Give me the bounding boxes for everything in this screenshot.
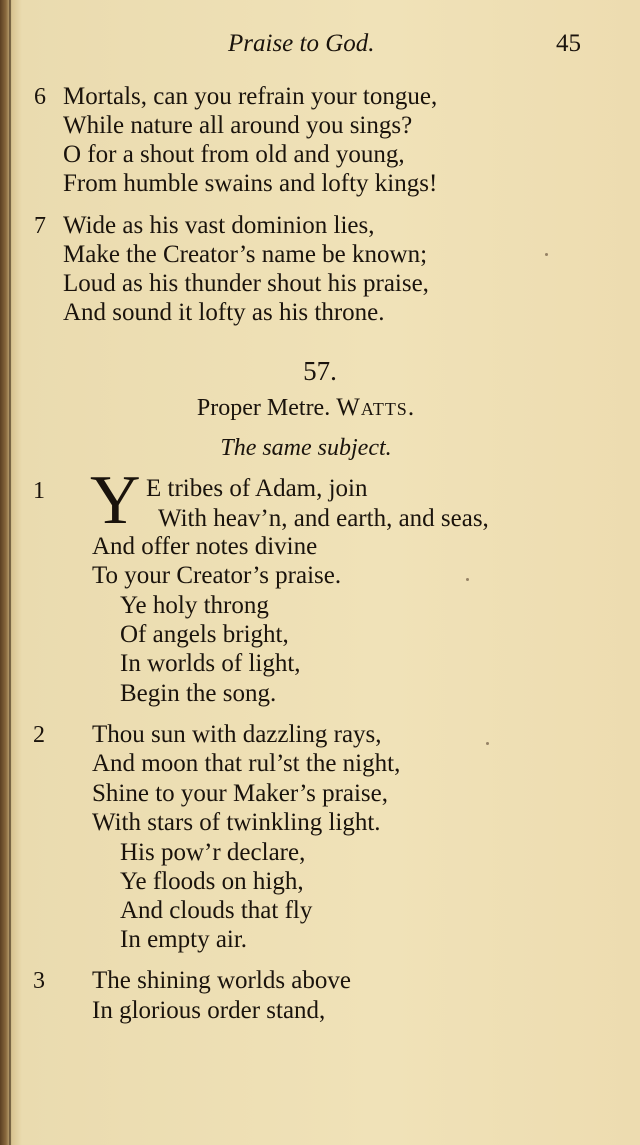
hymn-author: Watts. [336, 394, 416, 421]
verse-line: While nature all around you sings? [63, 112, 413, 139]
verse-line: From humble swains and lofty kings! [63, 170, 438, 197]
gutter-shadow [9, 0, 11, 1145]
verse-line: Wide as his vast dominion lies, [63, 212, 375, 239]
hymn-subject: The same subject. [220, 435, 392, 461]
verse-line: O for a shout from old and young, [63, 141, 405, 168]
running-title: Praise to God. [228, 30, 375, 57]
verse-line: In worlds of light, [120, 650, 301, 677]
verse-line: In empty air. [120, 926, 248, 953]
page-header [0, 30, 640, 64]
verse-number: 1 [33, 478, 45, 504]
verse-line: E tribes of Adam, join [146, 475, 368, 502]
verse-line: Loud as his thunder shout his praise, [63, 270, 429, 297]
verse-line: His pow’r declare, [120, 839, 306, 866]
verse-line: Make the Creator’s name be known; [63, 241, 428, 268]
page-number: 45 [556, 30, 581, 57]
verse-line: Ye holy throng [120, 592, 269, 619]
verse-line: And moon that rul’st the night, [92, 750, 401, 777]
verse-line: To your Creator’s praise. [92, 562, 342, 589]
verse-number: 3 [33, 968, 45, 994]
paper-speck [545, 253, 548, 256]
verse-line: Shine to your Maker’s praise, [92, 780, 389, 807]
verse-line: The shining worlds above [92, 967, 351, 994]
paper-speck [466, 578, 469, 581]
verse-line: With heav’n, and earth, and seas, [158, 505, 489, 532]
verse-number: 6 [34, 84, 46, 110]
verse-line: Thou sun with dazzling rays, [92, 721, 382, 748]
verse-line: Ye floods on high, [120, 868, 304, 895]
verse-line: Begin the song. [120, 680, 277, 707]
verse-line: With stars of twinkling light. [92, 809, 381, 836]
paper-speck [486, 742, 489, 745]
verse-number: 7 [34, 213, 46, 239]
verse-line: And clouds that fly [120, 897, 313, 924]
verse-line: Of angels bright, [120, 621, 289, 648]
verse-line: And sound it lofty as his throne. [63, 299, 385, 326]
verse-line: In glorious order stand, [92, 997, 326, 1024]
hymn-metre-line [0, 394, 612, 422]
verse-line: And offer notes divine [92, 533, 318, 560]
hymn-number: 57. [303, 356, 337, 386]
verse-line: Mortals, can you refrain your tongue, [63, 83, 438, 110]
hymn-metre: Proper Metre. [196, 395, 331, 421]
verse-number: 2 [33, 722, 45, 748]
drop-cap: Y [90, 462, 141, 539]
